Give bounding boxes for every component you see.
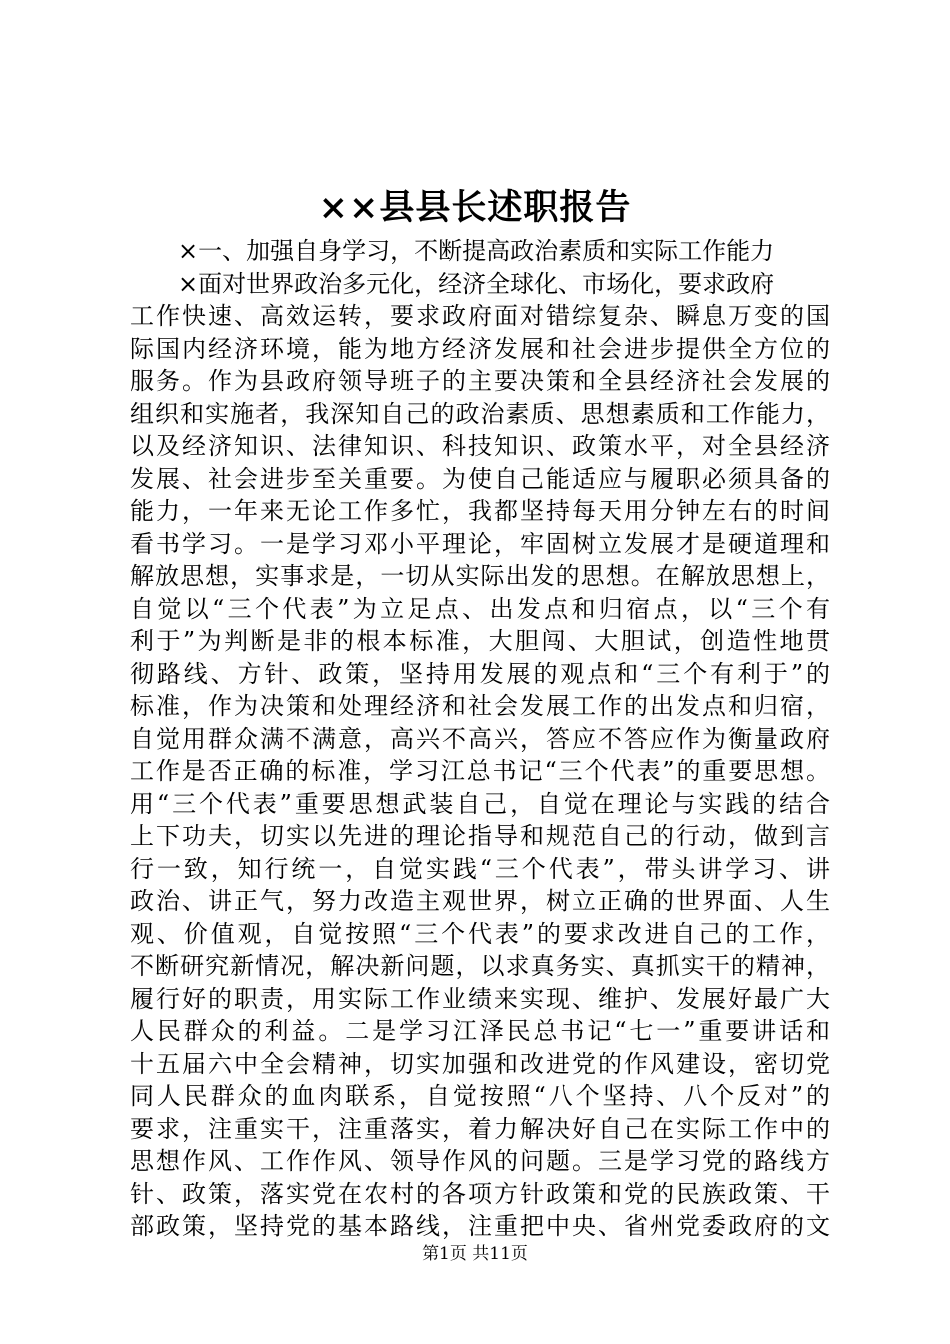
paragraph-line: 组织和实施者，我深知自己的政治素质、思想素质和工作能力， xyxy=(130,399,830,428)
paragraph-line: 解放思想，实事求是，一切从实际出发的思想。在解放思想上， xyxy=(130,562,830,590)
paragraph-line: 十五届六中全会精神，切实加强和改进党的作风建设，密切党 xyxy=(130,1049,830,1078)
paragraph-line: 标准，作为决策和处理经济和社会发展工作的出发点和归宿， xyxy=(130,692,830,720)
paragraph-line: 利于”为判断是非的根本标准，大胆闯、大胆试，创造性地贯 xyxy=(130,627,830,655)
page-number-footer: 第1页 共11页 xyxy=(422,1244,528,1264)
paragraph-line: 要求，注重实干，注重落实，着力解决好自己在实际工作中的 xyxy=(130,1114,830,1143)
paragraph-line: 用“三个代表”重要思想武装自己，自觉在理论与实践的结合 xyxy=(130,789,830,818)
document-body xyxy=(130,235,830,1243)
paragraph-line: 工作是否正确的标准，学习江总书记“三个代表”的重要思想。 xyxy=(130,757,830,785)
paragraph-line: 政治、讲正气，努力改造主观世界，树立正确的世界面、人生 xyxy=(130,887,830,915)
paragraph-line: 部政策，坚持党的基本路线，注重把中央、省州党委政府的文 xyxy=(130,1212,830,1240)
paragraph-line: 履行好的职责，用实际工作业绩来实现、维护、发展好最广大 xyxy=(130,984,830,1013)
paragraph-line: 彻路线、方针、政策，坚持用发展的观点和“三个有利于”的 xyxy=(130,659,830,688)
paragraph-line: 行一致，知行统一，自觉实践“三个代表”，带头讲学习、讲 xyxy=(130,854,830,883)
paragraph-line: 思想作风、工作作风、领导作风的问题。三是学习党的路线方 xyxy=(130,1147,830,1175)
paragraph-line: 针、政策，落实党在农村的各项方针政策和党的民族政策、干 xyxy=(130,1179,830,1208)
section-heading: ×一、加强自身学习，不断提高政治素质和实际工作能力 xyxy=(178,237,775,265)
paragraph-line: ×面对世界政治多元化，经济全球化、市场化，要求政府 xyxy=(178,269,775,298)
paragraph-line: 以及经济知识、法律知识、科技知识、政策水平，对全县经济 xyxy=(130,432,830,460)
paragraph-line: 工作快速、高效运转，要求政府面对错综复杂、瞬息万变的国 xyxy=(130,302,830,330)
paragraph-line: 自觉以“三个代表”为立足点、出发点和归宿点，以“三个有 xyxy=(130,594,830,623)
paragraph-line: 不断研究新情况，解决新问题，以求真务实、真抓实干的精神， xyxy=(130,952,830,980)
paragraph-line: 发展、社会进步至关重要。为使自己能适应与履职必须具备的 xyxy=(130,464,830,493)
paragraph-line: 人民群众的利益。二是学习江泽民总书记“七一”重要讲话和 xyxy=(130,1017,830,1045)
paragraph-line: 观、价值观，自觉按照“三个代表”的要求改进自己的工作， xyxy=(130,919,830,948)
paragraph-line: 看书学习。一是学习邓小平理论，牢固树立发展才是硬道理和 xyxy=(130,529,830,558)
paragraph-line: 同人民群众的血肉联系，自觉按照“八个坚持、八个反对”的 xyxy=(130,1082,830,1110)
document-title: ××县县长述职报告 xyxy=(318,187,632,228)
paragraph-line: 上下功夫，切实以先进的理论指导和规范自己的行动，做到言 xyxy=(130,822,830,850)
paragraph-line: 际国内经济环境，能为地方经济发展和社会进步提供全方位的 xyxy=(130,334,830,363)
paragraph-line: 服务。作为县政府领导班子的主要决策和全县经济社会发展的 xyxy=(130,367,830,395)
paragraph-line: 能力，一年来无论工作多忙，我都坚持每天用分钟左右的时间 xyxy=(130,497,830,525)
paragraph-line: 自觉用群众满不满意，高兴不高兴，答应不答应作为衡量政府 xyxy=(130,724,830,753)
